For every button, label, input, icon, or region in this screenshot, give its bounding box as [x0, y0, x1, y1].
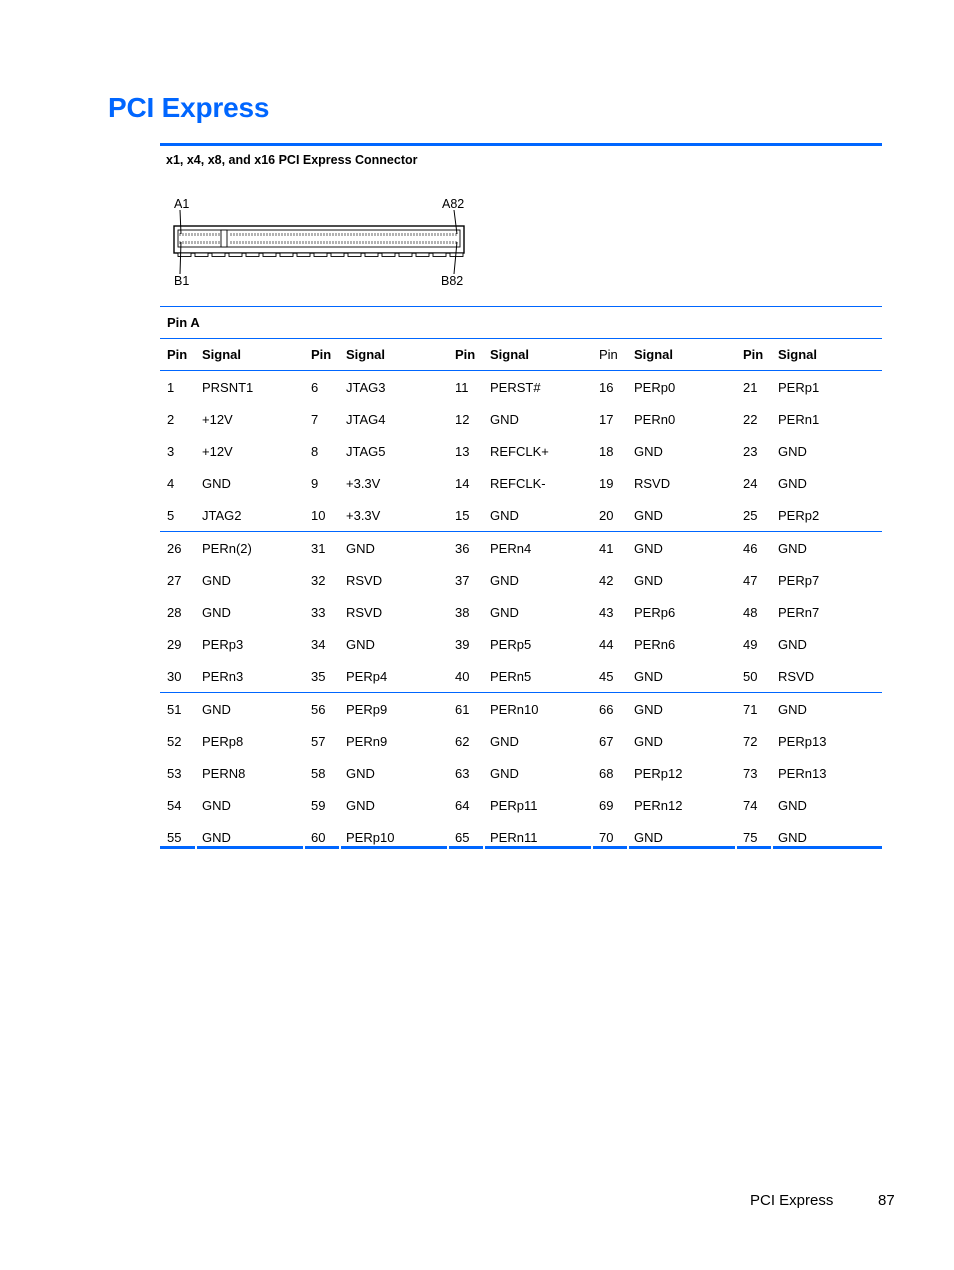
pin-number-cell: 23	[743, 443, 758, 459]
signal-name-cell: GND	[202, 572, 231, 588]
pin-number-cell: 38	[455, 604, 470, 620]
signal-name-cell: PERn13	[778, 765, 827, 781]
pin-number-cell: 30	[167, 668, 182, 684]
signal-name-cell: GND	[346, 636, 375, 652]
connector-foot	[263, 253, 276, 257]
pin-number-cell: 53	[167, 765, 182, 781]
rule-gap	[591, 846, 593, 849]
page-title: PCI Express	[108, 92, 270, 123]
signal-name-cell: GND	[490, 411, 519, 427]
pin-number-cell: 69	[599, 797, 614, 813]
rule-gap	[483, 846, 485, 849]
signal-name-cell: GND	[340, 532, 448, 565]
signal-name-cell: JTAG4	[346, 411, 386, 427]
signal-name-cell: PERn5	[490, 668, 532, 684]
table-row	[160, 532, 882, 565]
pin-number-cell: 17	[599, 411, 614, 427]
connector-foot	[348, 253, 361, 257]
pin-number-cell: 4	[167, 475, 175, 491]
rule-gap	[771, 846, 773, 849]
signal-name-cell: GND	[634, 443, 663, 459]
pin-number-cell: 37	[455, 572, 470, 588]
pin-number-cell: 9	[311, 475, 319, 491]
signal-name-cell: PERp7	[778, 572, 820, 588]
label-a82: A82	[442, 197, 465, 211]
connector-foot	[416, 253, 429, 257]
header-pin: Pin	[448, 339, 484, 371]
header-pin: Pin	[160, 339, 196, 371]
pin-number-cell: 47	[743, 572, 758, 588]
signal-name-cell: PERp5	[490, 636, 532, 652]
signal-name-cell: PERn6	[634, 636, 676, 652]
connector-foot	[195, 253, 208, 257]
signal-name-cell: PERp8	[202, 733, 244, 749]
rule-gap	[735, 846, 737, 849]
table-row	[160, 693, 882, 726]
label-b1: B1	[174, 274, 190, 288]
signal-name-cell: PERp1	[778, 379, 820, 395]
table-caption-row	[160, 307, 882, 339]
pin-number-cell: 5	[167, 507, 175, 523]
pin-number-cell: 74	[743, 797, 758, 813]
pin-number-cell: 20	[599, 507, 614, 523]
pin-number-cell: 22	[743, 411, 758, 427]
signal-name-cell: +12V	[202, 411, 233, 427]
signal-name-cell: PERp6	[634, 604, 676, 620]
signal-name-cell: PERn0	[634, 411, 676, 427]
pin-number-cell: 14	[455, 475, 470, 491]
pin-number-cell: 73	[743, 765, 758, 781]
signal-name-cell: GND	[490, 765, 519, 781]
pin-number-cell: 7	[311, 411, 319, 427]
pin-number-cell: 18	[599, 443, 614, 459]
signal-name-cell: PERST#	[490, 379, 541, 395]
table-body	[160, 307, 882, 854]
table-row	[160, 564, 882, 596]
signal-name-cell: GND	[634, 829, 663, 845]
pin-number-cell: 57	[311, 733, 326, 749]
pin-number-cell: 72	[743, 733, 758, 749]
pin-number-cell: 54	[167, 797, 182, 813]
pin-number-cell: 32	[311, 572, 326, 588]
connector-foot	[280, 253, 293, 257]
pin-number-cell: 40	[455, 668, 470, 684]
table-row	[160, 660, 882, 693]
signal-name-cell: GND	[202, 797, 231, 813]
rule-gap	[627, 846, 629, 849]
header-pin: Pin	[304, 339, 340, 371]
signal-name-cell: PERn3	[202, 668, 244, 684]
signal-name-cell: PERn12	[634, 797, 683, 813]
signal-name-cell: GND	[634, 572, 663, 588]
pin-number-cell: 3	[167, 443, 175, 459]
pin-number-cell: 21	[743, 379, 758, 395]
pin-number-cell: 16	[599, 379, 614, 395]
signal-name-cell: PERn4	[484, 532, 592, 565]
signal-name-cell: RSVD	[634, 475, 671, 491]
signal-name-cell: PERn7	[778, 604, 820, 620]
connector-foot	[433, 253, 446, 257]
signal-name-cell: GND	[778, 443, 807, 459]
header-signal: Signal	[772, 339, 882, 371]
pin-number-cell: 55	[167, 829, 182, 845]
table-row	[160, 467, 882, 499]
pin-number-cell: 62	[455, 733, 470, 749]
table-row	[160, 435, 882, 467]
pin-number-cell: 19	[599, 475, 614, 491]
pin-number-cell: 24	[743, 475, 758, 491]
pin-number-cell: 42	[599, 572, 614, 588]
pin-number-cell: 26	[160, 532, 196, 565]
table-row	[160, 403, 882, 435]
signal-name-cell: RSVD	[346, 572, 383, 588]
signal-name-cell: GND	[490, 572, 519, 588]
pin-number-cell: 34	[311, 636, 326, 652]
pin-number-cell: 45	[599, 668, 614, 684]
pin-number-cell: 48	[743, 604, 758, 620]
table-row	[160, 499, 882, 532]
rule-gap	[339, 846, 341, 849]
signal-name-cell: GND	[778, 636, 807, 652]
signal-name-cell: PERp3	[202, 636, 244, 652]
signal-name-cell: JTAG3	[346, 379, 386, 395]
signal-name-cell: PERn9	[346, 733, 388, 749]
signal-name-cell: GND	[772, 693, 882, 726]
title-rule	[160, 143, 882, 146]
signal-name-cell: GND	[778, 797, 807, 813]
signal-name-cell: GND	[634, 733, 663, 749]
signal-name-cell: GND	[346, 765, 375, 781]
pin-number-cell: 2	[167, 411, 175, 427]
pin-number-cell: 27	[167, 572, 182, 588]
pin-number-cell: 29	[167, 636, 182, 652]
pin-number-cell: 6	[311, 379, 319, 395]
connector-foot	[212, 253, 225, 257]
connector-foot	[331, 253, 344, 257]
signal-name-cell: PERp10	[346, 829, 395, 845]
connector-foot	[314, 253, 327, 257]
pin-number-cell: 31	[304, 532, 340, 565]
pin-number-cell: 71	[736, 693, 772, 726]
table-header-row	[160, 339, 882, 371]
connector-foot	[297, 253, 310, 257]
signal-name-cell: +3.3V	[346, 475, 381, 491]
connector-foot	[450, 253, 463, 257]
pin-number-cell: 44	[599, 636, 614, 652]
pin-number-cell: 8	[311, 443, 319, 459]
pin-number-cell: 39	[455, 636, 470, 652]
pin-number-cell: 67	[599, 733, 614, 749]
pin-number-cell: 33	[311, 604, 326, 620]
header-signal: Signal	[196, 339, 304, 371]
pin-number-cell: 46	[736, 532, 772, 565]
pin-number-cell: 51	[160, 693, 196, 726]
signal-name-cell: +3.3V	[346, 507, 381, 523]
connector-foot	[229, 253, 242, 257]
connector-body	[174, 226, 464, 257]
signal-name-cell: PERp2	[778, 507, 820, 523]
table-row	[160, 628, 882, 660]
pin-number-cell: 60	[311, 829, 326, 845]
table-row	[160, 371, 882, 404]
signal-name-cell: GND	[202, 604, 231, 620]
pin-number-cell: 13	[455, 443, 470, 459]
table-row	[160, 725, 882, 757]
pin-number-cell: 61	[448, 693, 484, 726]
pin-number-cell: 52	[167, 733, 182, 749]
pin-number-cell: 58	[311, 765, 326, 781]
signal-name-cell: GND	[202, 475, 231, 491]
signal-name-cell: PERn10	[484, 693, 592, 726]
signal-name-cell: GND	[490, 507, 519, 523]
signal-name-cell: GND	[778, 829, 807, 845]
signal-name-cell: REFCLK-	[490, 475, 546, 491]
signal-name-cell: PERn11	[490, 829, 538, 845]
pin-number-cell: 28	[167, 604, 182, 620]
signal-name-cell: GND	[490, 733, 519, 749]
pin-number-cell: 65	[455, 829, 470, 845]
header-signal: Signal	[484, 339, 592, 371]
signal-name-cell: PERp12	[634, 765, 683, 781]
signal-name-cell: PERN8	[202, 765, 246, 781]
signal-name-cell: PERn(2)	[196, 532, 304, 565]
rule-gap	[195, 846, 197, 849]
pin-number-cell: 35	[311, 668, 326, 684]
signal-name-cell: GND	[202, 829, 231, 845]
signal-name-cell: GND	[772, 532, 882, 565]
table-row	[160, 596, 882, 628]
table-row	[160, 757, 882, 789]
connector-foot	[365, 253, 378, 257]
connector-foot	[382, 253, 395, 257]
signal-name-cell: GND	[196, 693, 304, 726]
pin-number-cell: 43	[599, 604, 614, 620]
signal-name-cell: JTAG2	[202, 507, 242, 523]
signal-name-cell: RSVD	[346, 604, 383, 620]
pin-number-cell: 50	[743, 668, 758, 684]
pin-number-cell: 15	[455, 507, 470, 523]
signal-name-cell: JTAG5	[346, 443, 386, 459]
rule-gap	[303, 846, 305, 849]
signal-name-cell: PERn1	[778, 411, 820, 427]
table-bottom-rule	[160, 846, 882, 849]
figure-caption: x1, x4, x8, and x16 PCI Express Connector	[166, 153, 418, 167]
header-signal: Signal	[340, 339, 448, 371]
pin-number-cell: 70	[599, 829, 614, 845]
signal-name-cell: RSVD	[778, 668, 815, 684]
pin-number-cell: 41	[592, 532, 628, 565]
pin-number-cell: 64	[455, 797, 470, 813]
footer-page-number: 87	[878, 1192, 895, 1209]
pin-number-cell: 75	[743, 829, 758, 845]
footer-section-title: PCI Express	[750, 1192, 834, 1209]
rule-gap	[447, 846, 449, 849]
connector-foot	[246, 253, 259, 257]
pin-number-cell: 25	[743, 507, 758, 523]
signal-name-cell: PERp13	[778, 733, 827, 749]
signal-name-cell: PERp0	[634, 379, 676, 395]
header-pin: Pin	[736, 339, 772, 371]
signal-name-cell: +12V	[202, 443, 233, 459]
signal-name-cell: PERp4	[346, 668, 388, 684]
pin-assignment-table	[160, 306, 882, 853]
signal-name-cell: GND	[634, 507, 663, 523]
connector-foot	[399, 253, 412, 257]
pin-number-cell: 63	[455, 765, 470, 781]
signal-name-cell: GND	[628, 693, 736, 726]
table-caption: Pin A	[160, 307, 882, 339]
signal-name-cell: PRSNT1	[202, 379, 254, 395]
connector-foot	[178, 253, 191, 257]
pin-number-cell: 12	[455, 411, 470, 427]
pin-number-cell: 59	[311, 797, 326, 813]
pin-number-cell: 36	[448, 532, 484, 565]
header-signal: Signal	[628, 339, 736, 371]
signal-name-cell: GND	[346, 797, 375, 813]
signal-name-cell: GND	[778, 475, 807, 491]
pin-number-cell: 10	[311, 507, 326, 523]
label-a1: A1	[174, 197, 190, 211]
signal-name-cell: PERp11	[490, 797, 538, 813]
table-row	[160, 789, 882, 821]
pin-number-cell: 56	[304, 693, 340, 726]
signal-name-cell: GND	[634, 668, 663, 684]
signal-name-cell: PERp9	[340, 693, 448, 726]
pin-number-cell: 1	[167, 379, 175, 395]
signal-name-cell: REFCLK+	[490, 443, 549, 459]
header-pin: Pin	[592, 339, 628, 371]
label-b82: B82	[441, 274, 464, 288]
pin-number-cell: 11	[455, 379, 469, 395]
pin-number-cell: 49	[743, 636, 758, 652]
signal-name-cell: GND	[490, 604, 519, 620]
signal-name-cell: GND	[628, 532, 736, 565]
pin-number-cell: 68	[599, 765, 614, 781]
connector-diagram	[160, 190, 480, 295]
connector-feet	[178, 253, 463, 257]
pin-number-cell: 66	[592, 693, 628, 726]
